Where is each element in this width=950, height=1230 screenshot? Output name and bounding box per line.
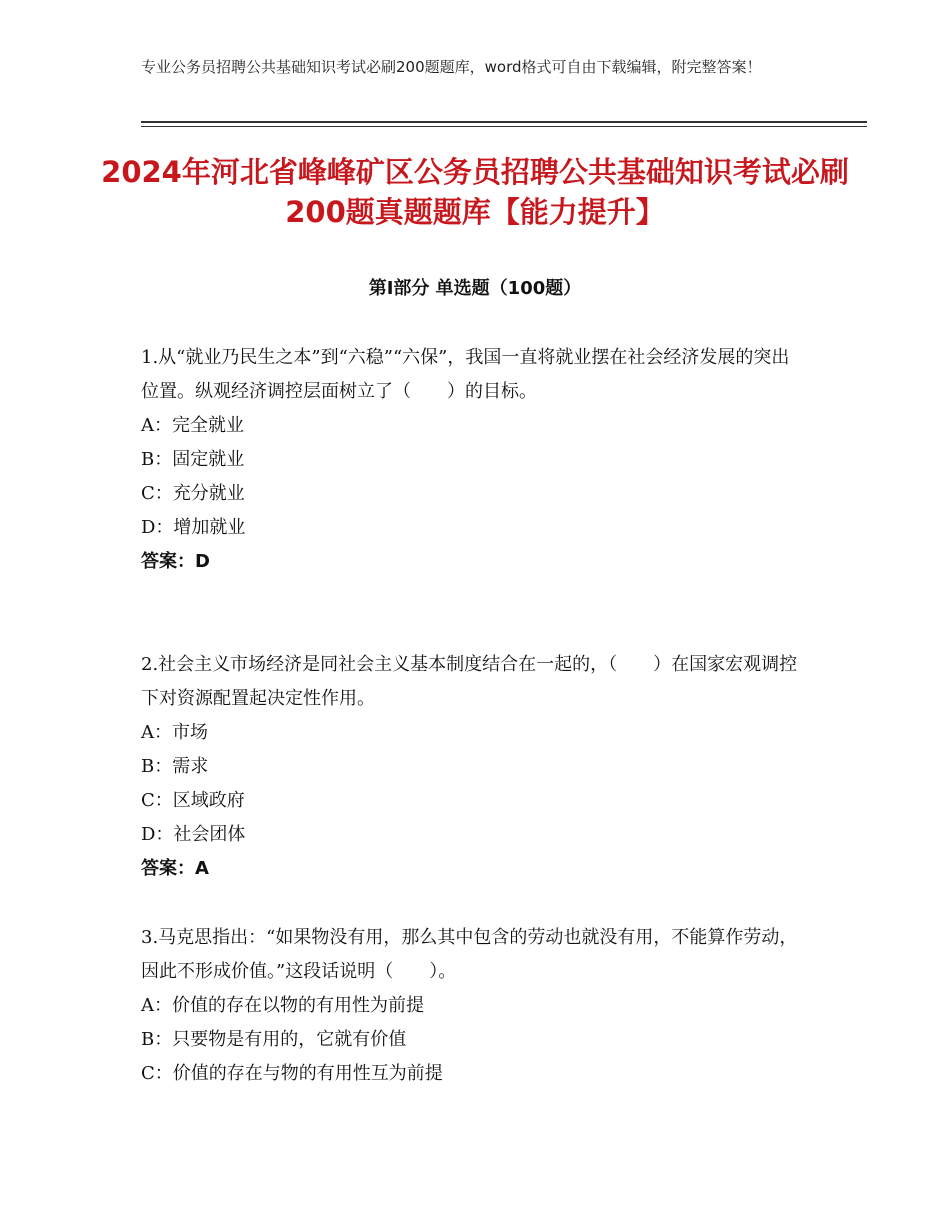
question-3: [141, 921, 801, 1091]
option-d: D：社会团体: [141, 824, 246, 845]
header-note: 专业公务员招聘公共基础知识考试必刷200题题库，word格式可自由下载编辑，附完整答案！: [141, 58, 762, 76]
option-a: A：完全就业: [141, 415, 244, 436]
option-b: B：只要物是有用的，它就有价值: [141, 1029, 407, 1050]
answer: 答案：A: [141, 858, 209, 879]
option-c: C：区域政府: [141, 790, 245, 811]
section-heading: 第Ⅰ部分 单选题（100题）: [368, 278, 582, 299]
header-rule-thin: [141, 126, 867, 127]
question-stem: 2.社会主义市场经济是同社会主义基本制度结合在一起的，（ ）在国家宏观调控下对资源配置起决定性作用。: [141, 654, 798, 709]
option-d: D：增加就业: [141, 517, 246, 538]
option-c: C：价值的存在与物的有用性互为前提: [141, 1063, 443, 1084]
question-1: [141, 341, 801, 579]
answer: 答案：D: [141, 551, 210, 572]
option-b: B：固定就业: [141, 449, 245, 470]
option-b: B：需求: [141, 756, 209, 777]
document-title: 2024年河北省峰峰矿区公务员招聘公共基础知识考试必刷200题真题题库【能力提升】: [101, 155, 849, 229]
question-2: [141, 648, 801, 886]
option-a: A：市场: [141, 722, 208, 743]
question-stem: 3.马克思指出：“如果物没有用，那么其中包含的劳动也就没有用，不能算作劳动，因此不形成价值。”这段话说明（ ）。: [141, 927, 798, 982]
option-c: C：充分就业: [141, 483, 245, 504]
header-rule-thick: [141, 121, 867, 123]
option-a: A：价值的存在以物的有用性为前提: [141, 995, 424, 1016]
question-stem: 1.从“就业乃民生之本”到“六稳”“六保”，我国一直将就业摆在社会经济发展的突出位置。纵观经济调控层面树立了（ ）的目标。: [141, 347, 790, 402]
